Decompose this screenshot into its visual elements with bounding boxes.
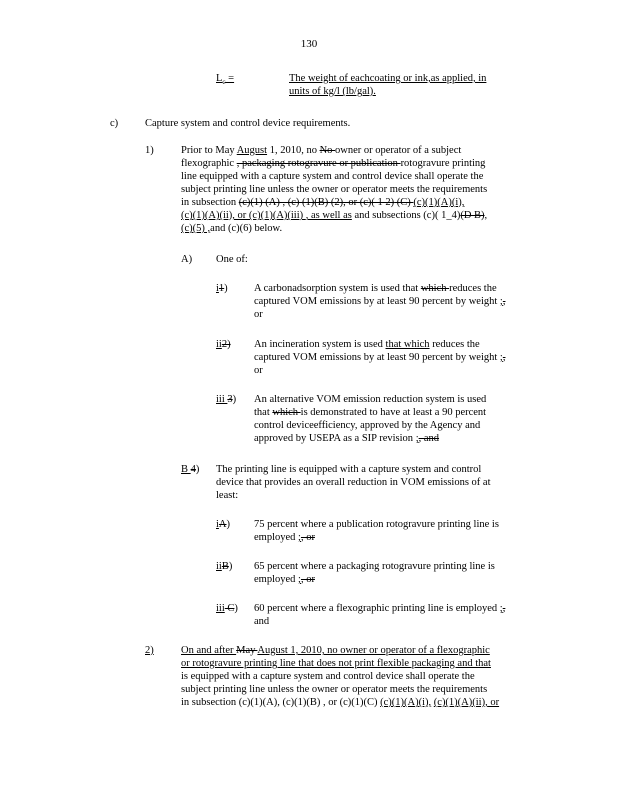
item-B-iii-line: and	[254, 616, 270, 627]
definition-line-2: units of kg/l (lb/gal).	[289, 86, 376, 97]
item-A-iii-line: that which is demonstrated to have at least a 90 percent	[254, 407, 487, 418]
item-B-line: The printing line is equipped with a capture system and control	[216, 464, 482, 475]
item-B-i-line: employed ;, or	[254, 532, 315, 543]
section-c-label: c)	[110, 118, 119, 129]
item-B-line: device that provides an overall reduction in VOM emissions of at	[216, 477, 491, 488]
item-2-line: in subsection (c)(1)(A), (c)(1)(B) , or (c)(1)(C) (c)(1)(A)(i), (c)(1)(A)(ii), or	[181, 697, 500, 708]
item-A-ii-line: captured VOM emissions by at least 90 percent by weight ;,	[254, 352, 506, 363]
item-1-line: Prior to May August 1, 2010, no No owner or operator of a subject	[181, 145, 462, 156]
item-A-i-line: or	[254, 309, 263, 320]
item-1-line: (c)(5) ,and (c)(6) below.	[181, 223, 283, 234]
section-c-title: Capture system and control device requirements.	[145, 118, 351, 129]
item-B-ii-line: 65 percent where a packaging rotogravure printing line is	[254, 561, 495, 572]
item-1-line: (c)(1)(A)(ii), or (c)(1)(A)(iii) , as well as and subsections (c)( 1_4)(D B),	[181, 210, 488, 221]
item-1-line: in subsection (c)(1) (A) , (c) (1)(B) (2), or (c)( 1 2) (C) (c)(1)(A)(i),	[181, 197, 465, 208]
item-1-line: subject printing line unless the owner or operator meets the requirements	[181, 184, 488, 195]
item-2-line: On and after May August 1, 2010, no owner or operator of a flexographic	[181, 645, 490, 656]
item-1-line: flexographic , packaging rotogravure or publication rotogravure printing	[181, 158, 486, 169]
page-number: 130	[300, 38, 318, 50]
item-1-label: 1)	[145, 145, 154, 156]
item-2-line: is equipped with a capture system and control device shall operate the	[181, 671, 475, 682]
item-B-iii-line: 60 percent where a flexographic printing line is employed ;,	[254, 603, 506, 614]
definition-line-1: The weight of eachcoating or ink,as applied, in	[289, 73, 487, 84]
item-B-i-label: iA)	[216, 519, 231, 530]
item-B-line: least:	[216, 490, 239, 501]
item-A-iii-label: iii 3)	[216, 394, 237, 405]
item-A-ii-line: An incineration system is used that which reduces the	[254, 339, 480, 350]
item-2-line: or rotogravure printing line that does not print flexible packaging and that	[181, 658, 491, 669]
item-A-i-line: A carbonadsorption system is used that which reduces the	[254, 283, 497, 294]
item-A-text: One of:	[216, 254, 248, 265]
item-A-i-line: captured VOM emissions by at least 90 percent by weight ;,	[254, 296, 506, 307]
item-A-iii-line: control deviceefficiency, approved by the Agency and	[254, 420, 481, 431]
item-A-label: A)	[181, 254, 193, 265]
item-A-i-label: i1)	[216, 283, 228, 294]
item-B-label: B 4)	[181, 464, 200, 475]
definition-term: $L_c$ =	[216, 73, 235, 87]
item-A-ii-label: ii2)	[216, 339, 231, 350]
item-A-iii-line: approved by USEPA as a SIP revision ;, and	[254, 433, 440, 444]
item-B-i-line: 75 percent where a publication rotogravure printing line is	[254, 519, 499, 530]
item-B-ii-label: iiB)	[216, 561, 233, 572]
item-2-label: 2)	[145, 645, 154, 656]
item-A-ii-line: or	[254, 365, 263, 376]
item-A-iii-line: An alternative VOM emission reduction system is used	[254, 394, 487, 405]
item-B-iii-label: iii C)	[216, 603, 238, 614]
item-2-line: subject printing line unless the owner or operator meets the requirements	[181, 684, 488, 695]
item-1-line: line equipped with a capture system and control device shall operate the	[181, 171, 484, 182]
item-B-ii-line: employed ;, or	[254, 574, 315, 585]
